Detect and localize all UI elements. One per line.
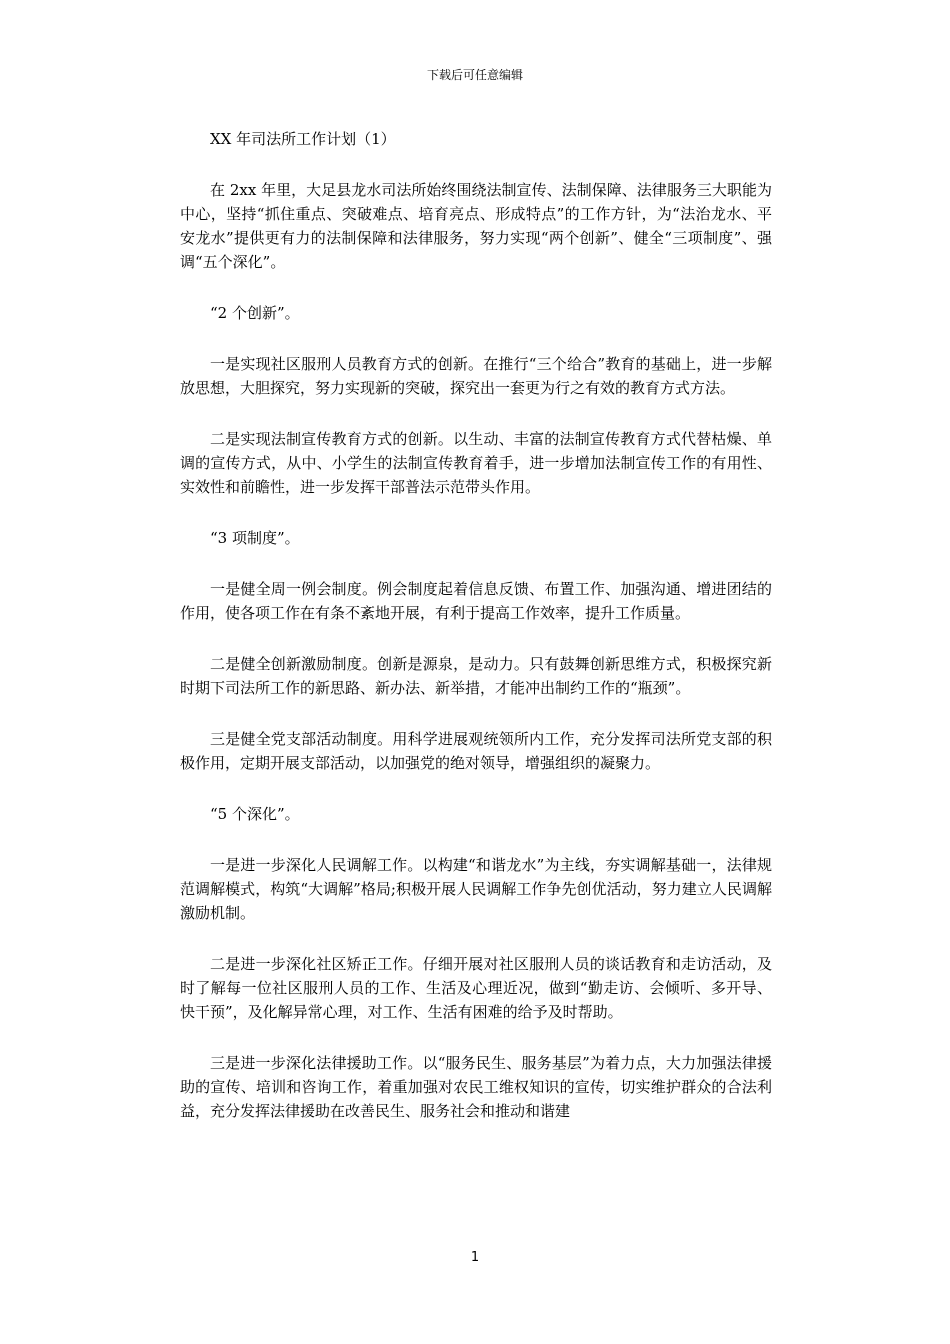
paragraph: 二是健全创新激励制度。创新是源泉，是动力。只有鼓舞创新思维方式，积极探究新时期下司法所工作的新思路、新办法、新举措，才能冲出制约工作的“瓶颈”。 <box>180 655 772 697</box>
paragraph: 三是进一步深化法律援助工作。以“服务民生、服务基层”为着力点，大力加强法律援助的宣传、培训和咨询工作，着重加强对农民工维权知识的宣传，切实维护群众的合法利益，充分发挥法律援助在改善民生、服务社会和推动和谐建 <box>180 1054 772 1120</box>
section-heading-innovations: “2 个创新”。 <box>210 304 300 322</box>
section-heading-deepening: “5 个深化”。 <box>210 805 300 823</box>
section-heading-systems: “3 项制度”。 <box>210 529 300 547</box>
document-body <box>180 127 772 1123</box>
paragraph: 一是进一步深化人民调解工作。以构建“和谐龙水”为主线，夯实调解基础一，法律规范调解模式，构筑“大调解”格局;积极开展人民调解工作争先创优活动，努力建立人民调解激励机制。 <box>180 856 772 922</box>
paragraph: 一是实现社区服刑人员教育方式的创新。在推行“三个给合”教育的基础上，进一步解放思想，大胆探究，努力实现新的突破，探究出一套更为行之有效的教育方式方法。 <box>180 355 772 397</box>
paragraph-intro: 在 2xx 年里，大足县龙水司法所始终围绕法制宣传、法制保障、法律服务三大职能为中心，坚持“抓住重点、突破难点、培育亮点、形成特点”的工作方针，为“法治龙水、平安龙水”提供更有力的法制保障和法律服务，努力实现“两个创新”、健全“三项制度”、强调“五个深化”。 <box>180 181 772 271</box>
paragraph: 二是进一步深化社区矫正工作。仔细开展对社区服刑人员的谈话教育和走访活动，及时了解每一位社区服刑人员的工作、生活及心理近况，做到“勤走访、会倾听、多开导、快干预”，及化解异常心理，对工作、生活有困难的给予及时帮助。 <box>180 955 772 1021</box>
paragraph: 二是实现法制宣传教育方式的创新。以生动、丰富的法制宣传教育方式代替枯燥、单调的宣传方式，从中、小学生的法制宣传教育着手，进一步增加法制宣传工作的有用性、实效性和前瞻性，进一步发挥干部普法示范带头作用。 <box>180 430 772 496</box>
page-header: 下载后可任意编辑 <box>426 68 523 82</box>
paragraph: 一是健全周一例会制度。例会制度起着信息反馈、布置工作、加强沟通、增进团结的作用，使各项工作在有条不紊地开展，有利于提高工作效率，提升工作质量。 <box>180 580 772 622</box>
page-number: 1 <box>470 1250 480 1265</box>
document-title: XX 年司法所工作计划（1） <box>210 130 396 148</box>
paragraph: 三是健全党支部活动制度。用科学进展观统领所内工作，充分发挥司法所党支部的积极作用，定期开展支部活动，以加强党的绝对领导，增强组织的凝聚力。 <box>180 730 772 772</box>
